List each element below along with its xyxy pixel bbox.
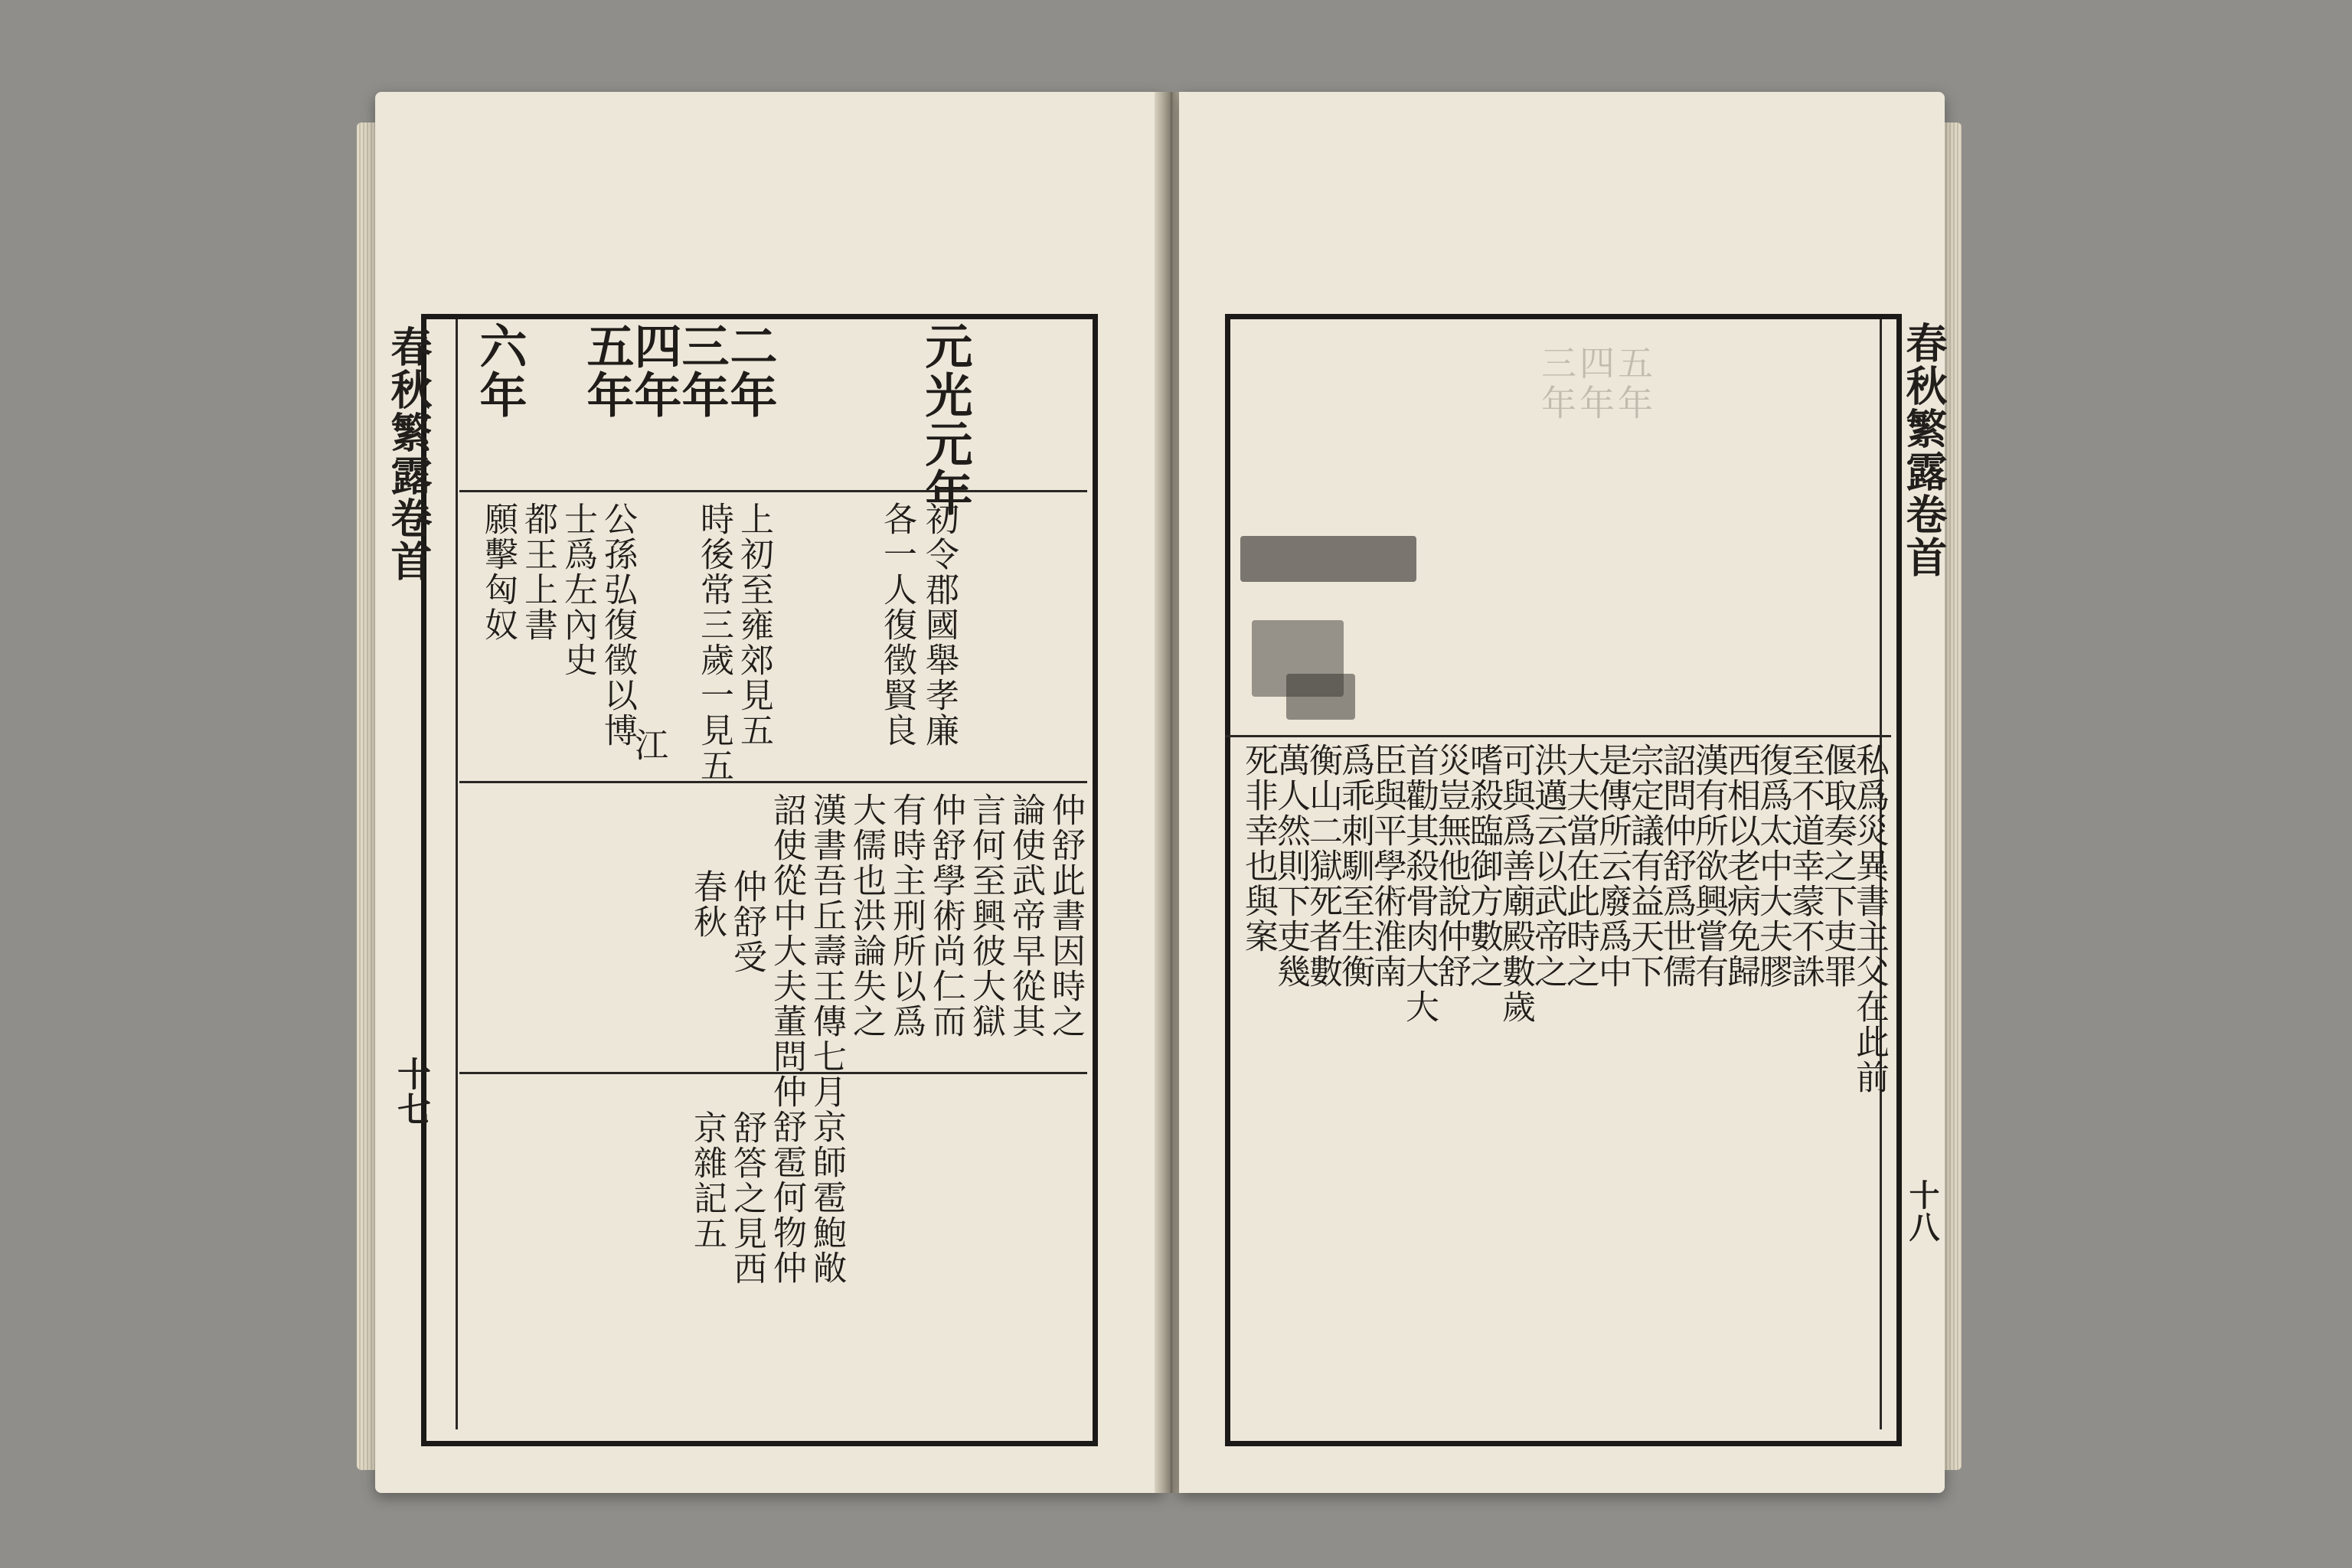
commentary-column: 詔問仲舒爲世儒 (1657, 743, 1696, 989)
event-text: 願擊匈奴 (479, 501, 518, 642)
note-text: 春秋 (688, 869, 727, 939)
note-text: 詔使從中大夫董問仲舒雹何物仲 (767, 792, 806, 1285)
ink-smudge (1240, 536, 1416, 582)
year-heading: 六年 (472, 322, 528, 420)
commentary-column: 漢有所欲興嘗有 (1689, 743, 1728, 989)
right-margin-title: 春秋繁露卷首 (1900, 322, 1949, 579)
year-heading: 元光元年 (917, 322, 973, 518)
note-text: 舒答之見西 (727, 1110, 766, 1286)
event-text: 初令郡國舉孝廉 (920, 501, 959, 748)
commentary-column: 西相以老病免歸 (1721, 743, 1760, 989)
commentary-column: 至不道幸蒙不誅 (1785, 743, 1824, 989)
event-text: 都王上書 (518, 501, 557, 642)
right-page (1179, 92, 1949, 1493)
commentary-column: 大夫當在此時之 (1560, 743, 1599, 989)
commentary-column: 臣與平學術淮南 (1367, 743, 1406, 989)
left-page-number: 十七 (391, 1057, 430, 1127)
event-text: 江 (629, 727, 668, 763)
bleed-through-text: 三年 (1536, 345, 1577, 424)
commentary-column: 萬人然則下吏幾 (1271, 743, 1310, 989)
commentary-column: 洪邁云以武帝之 (1528, 743, 1567, 989)
year-heading: 五年 (579, 322, 635, 420)
commentary-column: 災豈無他說仲舒 (1432, 743, 1471, 989)
left-inner-rule (456, 319, 458, 1429)
right-page-number: 十八 (1904, 1179, 1940, 1243)
left-page (375, 92, 1164, 1493)
commentary-column: 復爲太中大夫膠 (1753, 743, 1792, 989)
event-text: 士爲左內史 (558, 501, 597, 678)
note-text: 仲舒此書因時之 (1046, 792, 1085, 1039)
bleed-through-text: 五年 (1612, 345, 1654, 424)
event-text: 上初至雍郊見五 (734, 501, 773, 748)
commentary-column: 衡山二獄死者數 (1303, 743, 1342, 989)
year-heading: 四年 (626, 322, 682, 420)
event-row-divider (459, 781, 1087, 783)
commentary-column: 宗定議有益天下 (1625, 743, 1664, 989)
note-text: 言何至興彼大獄 (966, 792, 1005, 1039)
right-header-divider (1225, 735, 1891, 737)
note-text: 仲舒受 (727, 869, 766, 975)
header-row-divider (459, 490, 1087, 492)
note-text: 有時主刑所以爲 (887, 792, 926, 1039)
note-text: 漢書吾丘壽王傳七月京師雹鮑敞 (807, 792, 846, 1285)
note-text: 仲舒學術尚仁而 (926, 792, 965, 1039)
commentary-column: 偃取奏之下吏罪 (1818, 743, 1857, 989)
event-text: 時後常三歲一見五 (694, 501, 733, 783)
left-margin-title: 春秋繁露卷首 (384, 325, 433, 583)
commentary-column: 可與爲善廟殿數歲 (1496, 743, 1535, 1024)
note-text: 京雜記五 (688, 1110, 727, 1251)
bleed-through-text: 四年 (1574, 345, 1615, 424)
event-text: 公孫弘復徵以博 (598, 501, 637, 748)
year-heading: 二年 (722, 322, 778, 420)
note-text: 論使武帝早從其 (1006, 792, 1045, 1039)
commentary-column: 私爲災異書主父在此前 (1850, 743, 1889, 1095)
commentary-column: 是傳所云廢爲中 (1592, 743, 1632, 989)
year-heading: 三年 (674, 322, 730, 420)
commentary-column: 死非幸也與案 (1239, 743, 1278, 954)
ink-smudge (1286, 674, 1355, 720)
commentary-column: 首勸其殺骨肉大大 (1400, 743, 1439, 1024)
event-text: 各一人復徵賢良 (877, 501, 916, 748)
commentary-column: 嗜殺臨御方數之 (1464, 743, 1503, 989)
note-text: 大儒也洪論失之 (847, 792, 886, 1039)
open-book (375, 92, 1949, 1493)
commentary-column: 爲乖刺馴至生衡 (1335, 743, 1374, 989)
